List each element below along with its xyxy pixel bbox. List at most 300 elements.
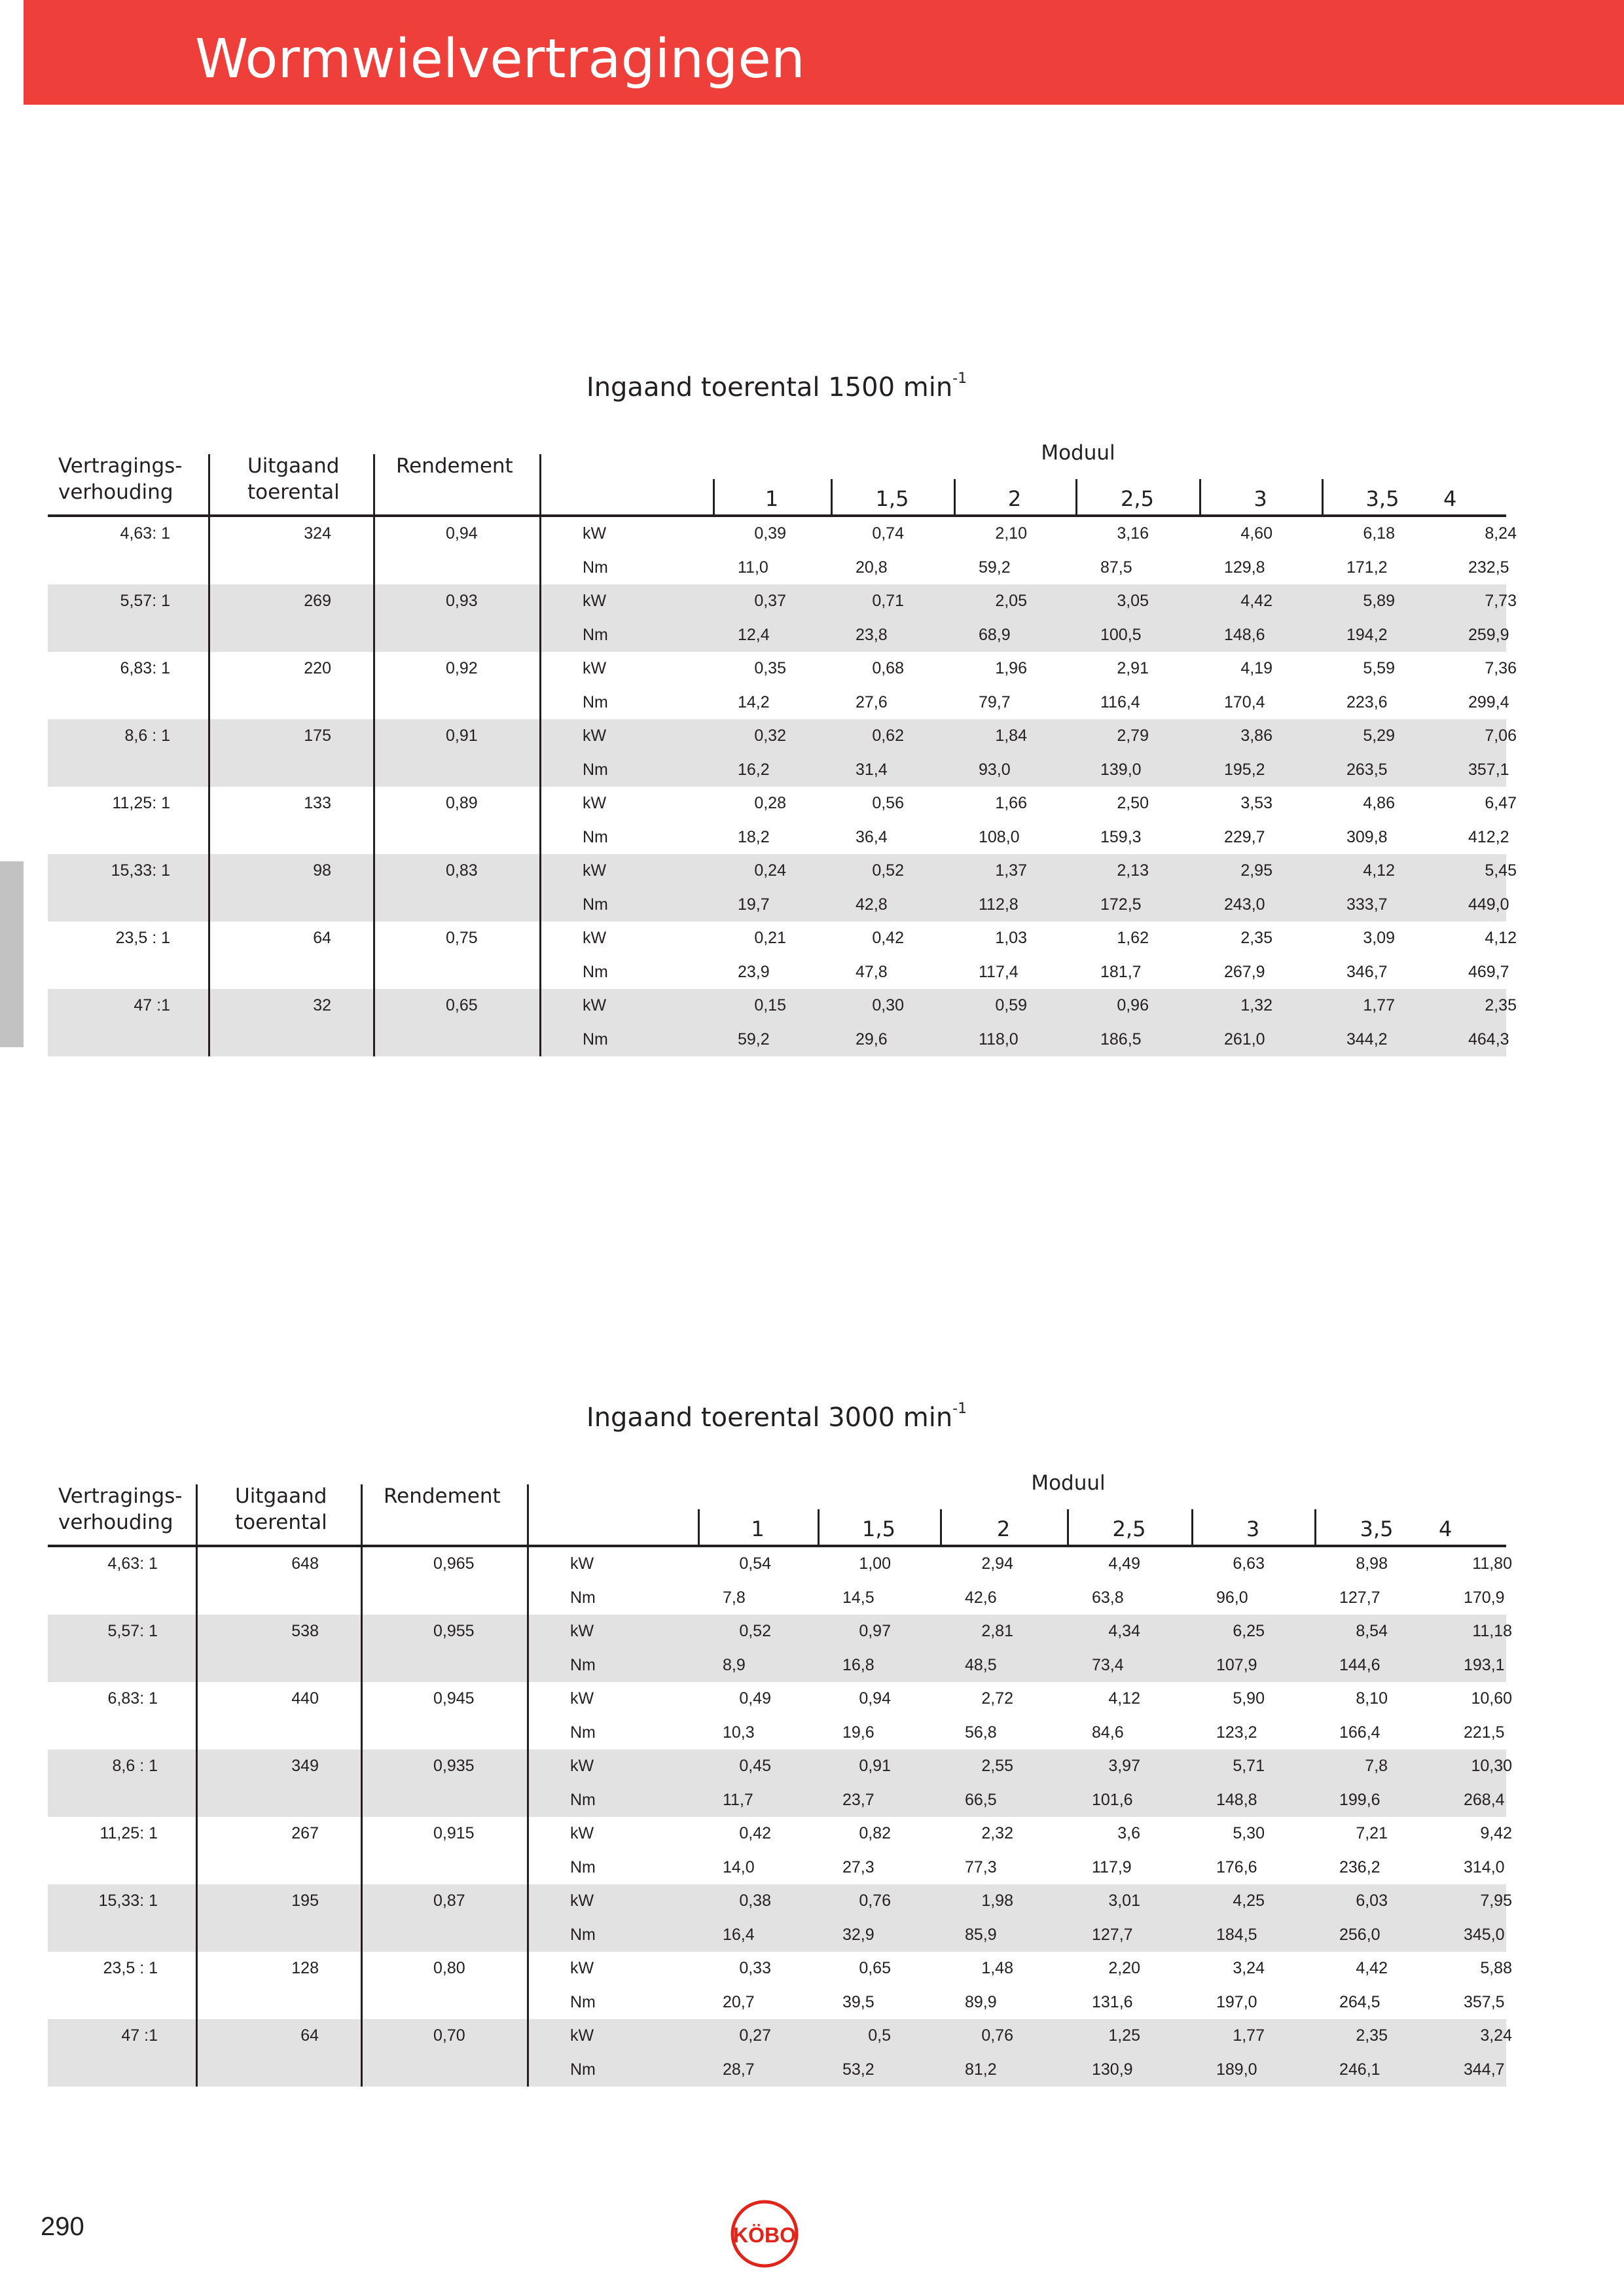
header-ratio-line2: verhouding — [58, 1511, 173, 1534]
nm-value-cell: 333,7 — [1346, 895, 1388, 914]
nm-value-cell: 139,0 — [1100, 760, 1142, 779]
kw-value-cell: 11,80 — [1472, 1554, 1512, 1573]
nm-value-cell: 39,5 — [842, 1992, 875, 2011]
table-row — [48, 787, 1517, 821]
efficiency-cell: 0,935 — [433, 1757, 475, 1775]
nm-value-cell: 29,6 — [856, 1030, 888, 1049]
efficiency-cell: 0,965 — [433, 1554, 475, 1573]
output-speed-cell: 267 — [291, 1824, 319, 1842]
nm-value-cell: 345,0 — [1464, 1925, 1505, 1944]
kw-value-cell: 4,34 — [1108, 1622, 1140, 1640]
nm-value-cell: 11,7 — [723, 1790, 753, 1809]
kw-value-cell: 0,27 — [739, 2026, 771, 2045]
header-efficiency: Rendement — [384, 1484, 501, 1508]
table-row — [48, 1986, 1506, 2020]
ratio-cell: 47 :1 — [134, 996, 170, 1014]
unit-label: kW — [583, 929, 607, 947]
table-row — [48, 1547, 1512, 1581]
ratio-cell: 47 :1 — [121, 2026, 158, 2045]
nm-value-cell: 84,6 — [1092, 1723, 1124, 1742]
unit-label: Nm — [570, 1857, 596, 1876]
nm-value-cell: 118,0 — [979, 1030, 1019, 1049]
kw-value-cell: 0,82 — [859, 1824, 891, 1842]
nm-value-cell: 31,4 — [856, 760, 888, 779]
nm-value-cell: 357,1 — [1468, 760, 1509, 779]
nm-value-cell: 7,8 — [723, 1588, 746, 1607]
unit-label: Nm — [583, 760, 608, 779]
efficiency-cell: 0,91 — [446, 726, 478, 745]
nm-value-cell: 344,2 — [1346, 1030, 1388, 1049]
table-caption — [0, 1401, 1624, 1433]
kw-value-cell: 2,55 — [981, 1757, 1013, 1775]
nm-value-cell: 56,8 — [965, 1723, 997, 1742]
table-row — [48, 1918, 1506, 1952]
nm-value-cell: 112,8 — [979, 895, 1019, 914]
kw-value-cell: 0,5 — [868, 2026, 891, 2045]
kw-value-cell: 3,09 — [1363, 929, 1395, 947]
nm-value-cell: 130,9 — [1092, 2060, 1133, 2079]
nm-value-cell: 16,2 — [738, 760, 770, 779]
kw-value-cell: 0,42 — [872, 929, 904, 947]
nm-value-cell: 194,2 — [1346, 625, 1388, 644]
table-row — [48, 821, 1509, 855]
header-module-7: 4 — [1439, 1516, 1453, 1541]
table-row — [48, 1682, 1512, 1716]
kw-value-cell: 8,98 — [1356, 1554, 1388, 1573]
nm-value-cell: 59,2 — [979, 558, 1011, 577]
kw-value-cell: 1,25 — [1108, 2026, 1140, 2045]
kw-value-cell: 7,36 — [1485, 659, 1517, 677]
kw-value-cell: 0,35 — [754, 659, 786, 677]
table-row — [48, 1749, 1512, 1784]
header-module-5: 3 — [1254, 486, 1267, 511]
table-row — [48, 517, 1517, 551]
kw-value-cell: 0,71 — [872, 592, 904, 610]
kw-value-cell: 7,06 — [1485, 726, 1517, 745]
caption-exponent: -1 — [952, 370, 967, 387]
unit-label: kW — [583, 659, 607, 677]
table-row — [48, 619, 1509, 653]
kw-value-cell: 0,42 — [739, 1824, 771, 1842]
nm-value-cell: 127,7 — [1092, 1925, 1133, 1944]
nm-value-cell: 73,4 — [1092, 1655, 1124, 1674]
unit-label: kW — [570, 1824, 594, 1842]
nm-value-cell: 181,7 — [1100, 962, 1142, 981]
kw-value-cell: 2,13 — [1117, 861, 1149, 880]
table-body — [48, 517, 1517, 1056]
efficiency-cell: 0,75 — [446, 929, 478, 947]
kw-value-cell: 4,60 — [1240, 524, 1272, 543]
ratio-cell: 6,83: 1 — [107, 1689, 158, 1708]
nm-value-cell: 42,8 — [856, 895, 888, 914]
nm-value-cell: 101,6 — [1092, 1790, 1133, 1809]
unit-label: Nm — [570, 1588, 596, 1607]
kw-value-cell: 5,89 — [1363, 592, 1395, 610]
efficiency-cell: 0,83 — [446, 861, 478, 880]
nm-value-cell: 14,5 — [842, 1588, 875, 1607]
output-speed-cell: 175 — [304, 726, 331, 745]
kw-value-cell: 2,35 — [1356, 2026, 1388, 2045]
nm-value-cell: 264,5 — [1339, 1992, 1380, 2011]
nm-value-cell: 170,9 — [1464, 1588, 1505, 1607]
efficiency-cell: 0,94 — [446, 524, 478, 543]
unit-label: kW — [583, 592, 607, 610]
header-module-4: 2,5 — [1112, 1516, 1146, 1541]
logo-text: KÖBO — [733, 2223, 796, 2247]
nm-value-cell: 11,0 — [738, 558, 768, 577]
unit-label: kW — [583, 996, 607, 1014]
nm-value-cell: 8,9 — [723, 1655, 746, 1674]
kw-value-cell: 8,24 — [1485, 524, 1517, 543]
page-header — [24, 0, 1624, 105]
table-row — [48, 989, 1517, 1023]
kw-value-cell: 0,94 — [859, 1689, 891, 1708]
output-speed-cell: 195 — [291, 1892, 319, 1910]
nm-value-cell: 59,2 — [738, 1030, 770, 1049]
unit-label: Nm — [570, 1655, 596, 1674]
kw-value-cell: 6,25 — [1233, 1622, 1265, 1640]
nm-value-cell: 346,7 — [1346, 962, 1388, 981]
efficiency-cell: 0,89 — [446, 794, 478, 812]
nm-value-cell: 309,8 — [1346, 827, 1388, 846]
nm-value-cell: 195,2 — [1224, 760, 1265, 779]
output-speed-cell: 128 — [291, 1959, 319, 1977]
kw-value-cell: 0,32 — [754, 726, 786, 745]
nm-value-cell: 100,5 — [1100, 625, 1142, 644]
table-row — [48, 1884, 1512, 1918]
kw-value-cell: 0,45 — [739, 1757, 771, 1775]
kw-value-cell: 10,60 — [1471, 1689, 1512, 1708]
ratio-cell: 11,25: 1 — [112, 794, 170, 812]
kw-value-cell: 4,12 — [1108, 1689, 1140, 1708]
nm-value-cell: 469,7 — [1468, 962, 1509, 981]
nm-value-cell: 47,8 — [856, 962, 888, 981]
kw-value-cell: 1,03 — [995, 929, 1027, 947]
nm-value-cell: 299,4 — [1468, 692, 1509, 711]
kw-value-cell: 2,10 — [995, 524, 1027, 543]
kw-value-cell: 5,45 — [1485, 861, 1517, 880]
nm-value-cell: 36,4 — [856, 827, 888, 846]
nm-value-cell: 108,0 — [979, 827, 1020, 846]
header-module-1: 1 — [751, 1516, 765, 1541]
ratio-cell: 15,33: 1 — [98, 1892, 158, 1910]
kw-value-cell: 4,25 — [1233, 1892, 1265, 1910]
ratio-cell: 5,57: 1 — [120, 592, 170, 610]
nm-value-cell: 171,2 — [1346, 558, 1388, 577]
nm-value-cell: 229,7 — [1224, 827, 1265, 846]
nm-value-cell: 170,4 — [1224, 692, 1265, 711]
nm-value-cell: 263,5 — [1346, 760, 1388, 779]
output-speed-cell: 269 — [304, 592, 331, 610]
nm-value-cell: 32,9 — [842, 1925, 875, 1944]
header-speed-line2: toerental — [247, 480, 340, 504]
efficiency-cell: 0,65 — [446, 996, 478, 1014]
kw-value-cell: 6,03 — [1356, 1892, 1388, 1910]
nm-value-cell: 223,6 — [1346, 692, 1388, 711]
nm-value-cell: 261,0 — [1224, 1030, 1265, 1049]
nm-value-cell: 20,8 — [856, 558, 888, 577]
ratio-cell: 6,83: 1 — [120, 659, 170, 677]
kw-value-cell: 0,21 — [754, 929, 786, 947]
unit-label: kW — [570, 1892, 594, 1910]
nm-value-cell: 148,6 — [1224, 625, 1265, 644]
kw-value-cell: 2,35 — [1240, 929, 1272, 947]
nm-value-cell: 89,9 — [965, 1992, 997, 2011]
kw-value-cell: 1,84 — [995, 726, 1027, 745]
kw-value-cell: 1,62 — [1117, 929, 1149, 947]
nm-value-cell: 93,0 — [979, 760, 1011, 779]
nm-value-cell: 116,4 — [1100, 692, 1140, 711]
header-module-4: 2,5 — [1121, 486, 1154, 511]
nm-value-cell: 23,9 — [738, 962, 770, 981]
nm-value-cell: 68,9 — [979, 625, 1011, 644]
nm-value-cell: 28,7 — [723, 2060, 755, 2079]
nm-value-cell: 79,7 — [979, 692, 1011, 711]
nm-value-cell: 20,7 — [723, 1992, 755, 2011]
efficiency-cell: 0,915 — [433, 1824, 475, 1842]
kw-value-cell: 0,52 — [872, 861, 904, 880]
unit-label: kW — [570, 2026, 594, 2045]
output-speed-cell: 349 — [291, 1757, 319, 1775]
unit-label: Nm — [570, 1723, 596, 1742]
kw-value-cell: 10,30 — [1471, 1757, 1512, 1775]
table-row — [48, 1784, 1506, 1818]
efficiency-cell: 0,93 — [446, 592, 478, 610]
kw-value-cell: 2,32 — [981, 1824, 1013, 1842]
kw-value-cell: 0,74 — [872, 524, 904, 543]
nm-value-cell: 42,6 — [965, 1588, 997, 1607]
table-row — [48, 1952, 1512, 1986]
unit-label: Nm — [570, 1992, 596, 2011]
kw-value-cell: 1,00 — [859, 1554, 891, 1573]
nm-value-cell: 243,0 — [1224, 895, 1265, 914]
nm-value-cell: 464,3 — [1468, 1030, 1509, 1049]
nm-value-cell: 77,3 — [965, 1857, 997, 1876]
kw-value-cell: 3,01 — [1108, 1892, 1140, 1910]
table-row — [48, 2053, 1506, 2087]
ratio-cell: 15,33: 1 — [111, 861, 170, 880]
kw-value-cell: 2,91 — [1117, 659, 1149, 677]
kw-value-cell: 0,97 — [859, 1622, 891, 1640]
table-row — [48, 2019, 1512, 2053]
efficiency-cell: 0,70 — [433, 2026, 465, 2045]
kw-value-cell: 0,39 — [754, 524, 786, 543]
kobo-logo — [730, 2199, 799, 2269]
kw-value-cell: 4,12 — [1485, 929, 1517, 947]
table-body — [48, 1547, 1512, 2087]
output-speed-cell: 133 — [304, 794, 331, 812]
nm-value-cell: 107,9 — [1216, 1655, 1257, 1674]
nm-value-cell: 123,2 — [1216, 1723, 1257, 1742]
nm-value-cell: 159,3 — [1100, 827, 1142, 846]
kw-value-cell: 4,42 — [1240, 592, 1272, 610]
efficiency-cell: 0,955 — [433, 1622, 475, 1640]
kw-value-cell: 11,18 — [1472, 1622, 1512, 1640]
ratio-cell: 5,57: 1 — [107, 1622, 158, 1640]
kw-value-cell: 0,65 — [859, 1959, 891, 1977]
table-header — [48, 1469, 1506, 1547]
table-caption — [0, 370, 1624, 403]
table-row — [48, 551, 1509, 585]
nm-value-cell: 48,5 — [965, 1655, 997, 1674]
kw-value-cell: 0,37 — [754, 592, 786, 610]
nm-value-cell: 53,2 — [842, 2060, 875, 2079]
kw-value-cell: 5,71 — [1233, 1757, 1265, 1775]
unit-label: kW — [570, 1757, 594, 1775]
output-speed-cell: 538 — [291, 1622, 319, 1640]
kw-value-cell: 0,52 — [739, 1622, 771, 1640]
nm-value-cell: 12,4 — [738, 625, 770, 644]
kw-value-cell: 4,19 — [1240, 659, 1272, 677]
efficiency-cell: 0,945 — [433, 1689, 475, 1708]
nm-value-cell: 199,6 — [1339, 1790, 1380, 1809]
kw-value-cell: 4,42 — [1356, 1959, 1388, 1977]
unit-label: kW — [570, 1959, 594, 1977]
kw-value-cell: 0,96 — [1117, 996, 1149, 1014]
header-efficiency: Rendement — [396, 454, 513, 478]
header-ratio-line1: Vertragings- — [58, 1484, 183, 1508]
kw-value-cell: 0,59 — [995, 996, 1027, 1014]
nm-value-cell: 96,0 — [1216, 1588, 1248, 1607]
kw-value-cell: 2,50 — [1117, 794, 1149, 812]
kw-value-cell: 0,24 — [754, 861, 786, 880]
kw-value-cell: 7,21 — [1356, 1824, 1388, 1842]
kw-value-cell: 4,86 — [1363, 794, 1395, 812]
kw-value-cell: 2,20 — [1108, 1959, 1140, 1977]
output-speed-cell: 64 — [300, 2026, 319, 2045]
caption-text: Ingaand toerental 3000 min — [586, 1403, 953, 1433]
output-speed-cell: 64 — [313, 929, 331, 947]
header-module-1: 1 — [765, 486, 779, 511]
kw-value-cell: 6,47 — [1485, 794, 1517, 812]
kw-value-cell: 3,24 — [1480, 2026, 1512, 2045]
kw-value-cell: 6,18 — [1363, 524, 1395, 543]
output-speed-cell: 648 — [291, 1554, 319, 1573]
kw-value-cell: 3,97 — [1108, 1757, 1140, 1775]
kw-value-cell: 1,37 — [995, 861, 1027, 880]
table-row — [48, 1649, 1506, 1683]
caption-text: Ingaand toerental 1500 min — [586, 372, 953, 403]
nm-value-cell: 184,5 — [1216, 1925, 1257, 1944]
header-module-3: 2 — [1007, 486, 1022, 511]
nm-value-cell: 19,7 — [738, 895, 770, 914]
header-module-2: 1,5 — [862, 1516, 895, 1541]
table-row — [48, 1716, 1506, 1750]
kw-value-cell: 1,48 — [981, 1959, 1013, 1977]
nm-value-cell: 19,6 — [842, 1723, 875, 1742]
kw-value-cell: 0,28 — [754, 794, 786, 812]
kw-value-cell: 1,32 — [1240, 996, 1272, 1014]
nm-value-cell: 189,0 — [1216, 2060, 1257, 2079]
nm-value-cell: 172,5 — [1100, 895, 1142, 914]
table-row — [48, 1615, 1512, 1649]
header-speed-line1: Uitgaand — [247, 454, 340, 478]
nm-value-cell: 267,9 — [1224, 962, 1265, 981]
nm-value-cell: 314,0 — [1464, 1857, 1505, 1876]
kw-value-cell: 0,15 — [754, 996, 786, 1014]
output-speed-cell: 440 — [291, 1689, 319, 1708]
nm-value-cell: 66,5 — [965, 1790, 997, 1809]
table-row — [48, 1023, 1509, 1057]
kw-value-cell: 5,90 — [1233, 1689, 1265, 1708]
unit-label: Nm — [583, 692, 608, 711]
unit-label: Nm — [583, 895, 608, 914]
unit-label: Nm — [570, 2060, 596, 2079]
nm-value-cell: 16,4 — [723, 1925, 755, 1944]
kw-value-cell: 2,79 — [1117, 726, 1149, 745]
nm-value-cell: 221,5 — [1464, 1723, 1505, 1742]
unit-label: Nm — [583, 827, 608, 846]
kw-value-cell: 0,33 — [739, 1959, 771, 1977]
output-speed-cell: 324 — [304, 524, 331, 543]
header-module-3: 2 — [996, 1516, 1011, 1541]
kw-value-cell: 3,24 — [1233, 1959, 1265, 1977]
kw-value-cell: 0,30 — [872, 996, 904, 1014]
header-ratio-line2: verhouding — [58, 480, 173, 504]
nm-value-cell: 23,7 — [842, 1790, 875, 1809]
nm-value-cell: 14,2 — [738, 692, 770, 711]
table-row — [48, 854, 1517, 888]
header-speed-line1: Uitgaand — [235, 1484, 327, 1508]
kw-value-cell: 0,76 — [981, 2026, 1013, 2045]
nm-value-cell: 197,0 — [1216, 1992, 1257, 2011]
kw-value-cell: 3,6 — [1117, 1824, 1140, 1842]
table-row — [48, 1581, 1506, 1615]
nm-value-cell: 256,0 — [1339, 1925, 1380, 1944]
kw-value-cell: 2,94 — [981, 1554, 1013, 1573]
kw-value-cell: 7,95 — [1480, 1892, 1512, 1910]
unit-label: kW — [570, 1689, 594, 1708]
nm-value-cell: 166,4 — [1339, 1723, 1380, 1742]
nm-value-cell: 27,6 — [856, 692, 888, 711]
unit-label: Nm — [583, 625, 608, 644]
kw-value-cell: 3,16 — [1117, 524, 1149, 543]
nm-value-cell: 268,4 — [1464, 1790, 1505, 1809]
table-row — [48, 1851, 1506, 1885]
unit-label: kW — [570, 1554, 594, 1573]
kw-value-cell: 3,86 — [1240, 726, 1272, 745]
kw-value-cell: 1,77 — [1233, 2026, 1265, 2045]
caption-exponent: -1 — [952, 1401, 967, 1417]
table-row — [48, 956, 1509, 990]
kw-value-cell: 4,49 — [1108, 1554, 1140, 1573]
nm-value-cell: 412,2 — [1468, 827, 1509, 846]
kw-value-cell: 1,77 — [1363, 996, 1395, 1014]
nm-value-cell: 87,5 — [1100, 558, 1132, 577]
efficiency-cell: 0,87 — [433, 1892, 465, 1910]
unit-label: Nm — [583, 962, 608, 981]
page-title: Wormwielvertragingen — [195, 28, 805, 90]
kw-value-cell: 0,62 — [872, 726, 904, 745]
table-row — [48, 652, 1517, 686]
ratio-cell: 23,5 : 1 — [103, 1959, 158, 1977]
table-row — [48, 753, 1509, 787]
kw-value-cell: 5,30 — [1233, 1824, 1265, 1842]
kw-value-cell: 2,35 — [1485, 996, 1517, 1014]
table-row — [48, 719, 1517, 753]
kw-value-cell: 0,56 — [872, 794, 904, 812]
kw-value-cell: 8,10 — [1356, 1689, 1388, 1708]
unit-label: Nm — [583, 558, 608, 577]
nm-value-cell: 449,0 — [1468, 895, 1509, 914]
kw-value-cell: 7,73 — [1485, 592, 1517, 610]
header-module-7: 4 — [1443, 486, 1457, 511]
nm-value-cell: 23,8 — [856, 625, 888, 644]
output-speed-cell: 220 — [304, 659, 331, 677]
kw-value-cell: 0,76 — [859, 1892, 891, 1910]
kw-value-cell: 0,54 — [739, 1554, 771, 1573]
kw-value-cell: 2,81 — [981, 1622, 1013, 1640]
